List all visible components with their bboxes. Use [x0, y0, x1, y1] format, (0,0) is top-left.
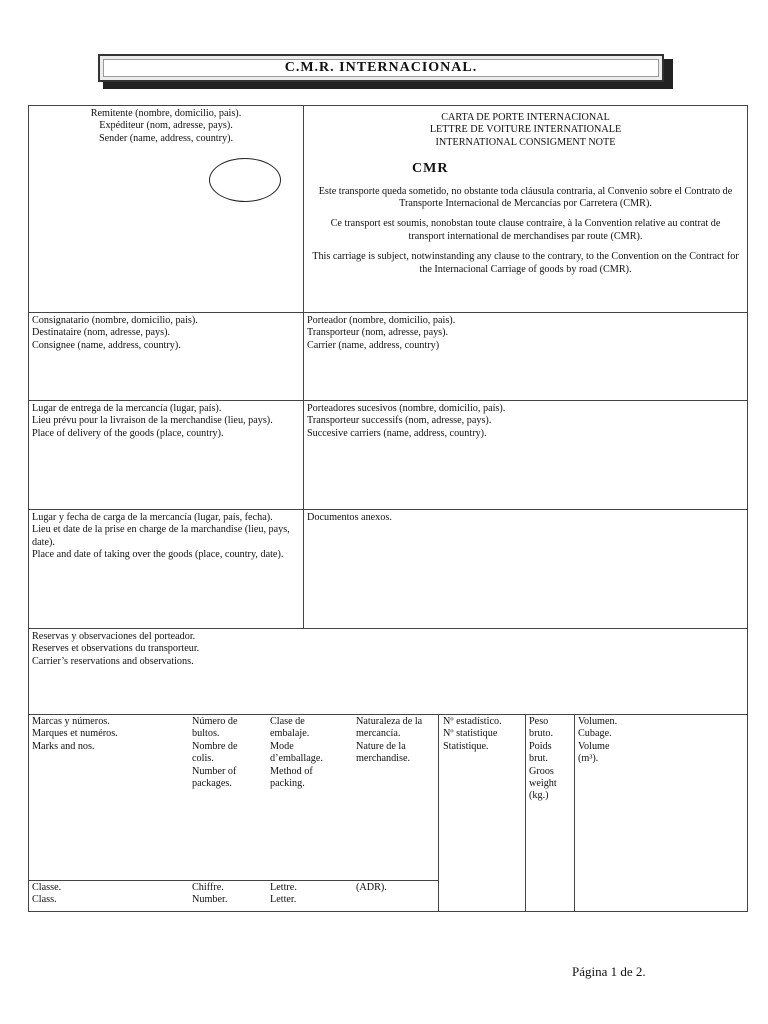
label-line: Peso	[529, 716, 549, 727]
label-line: Number.	[192, 894, 228, 906]
adr-label: (ADR).	[356, 882, 387, 893]
label-line: Groos	[529, 765, 554, 777]
header-lines	[312, 112, 739, 149]
label-line: Remitente (nombre, domicilio, pais).	[90, 108, 242, 119]
class-row-divider	[29, 880, 438, 881]
label-line: Documentos anexos.	[307, 512, 392, 523]
taking-over-box[interactable]	[28, 509, 304, 629]
label-line: Chiffre.	[192, 882, 224, 893]
label-line: Method of	[270, 765, 313, 777]
label-line: brut.	[529, 753, 548, 765]
label-line: Marcas y números.	[32, 716, 110, 727]
carrier-labels	[307, 315, 744, 352]
label-line: Volume	[578, 740, 610, 752]
label-line: Nature de la	[356, 740, 406, 752]
label-line: embalaje.	[270, 728, 310, 740]
page-number: Página 1 de 2.	[572, 964, 646, 979]
label-line: Clase de	[270, 716, 305, 727]
cmr-label: CMR	[412, 161, 449, 177]
label-line: Nº statistique	[443, 728, 498, 740]
label-line: Naturaleza de la	[356, 716, 423, 727]
class-label	[32, 882, 182, 907]
goods-table	[28, 714, 748, 912]
label-line: Lettre.	[270, 882, 297, 893]
label-line: Marks and nos.	[32, 740, 95, 752]
consignee-box[interactable]	[28, 312, 304, 401]
label-line: bultos.	[192, 728, 220, 740]
label-line: Nº estadístico.	[443, 716, 502, 727]
para-french: Ce transport est soumis, nonobstan toute clause contraire, à la Convention relative au contrat de transport international de merchandises par route (CMR).	[330, 218, 721, 242]
packing-column-header	[270, 716, 350, 790]
document-title: C.M.R. INTERNACIONAL.	[103, 59, 659, 77]
marks-column-header	[32, 716, 182, 753]
carrier-box[interactable]	[303, 312, 748, 401]
label-line: Reserves et observations du transporteur.	[32, 643, 200, 655]
sender-box[interactable]	[28, 105, 304, 313]
label-line: Letter.	[270, 894, 297, 906]
sender-labels	[32, 108, 300, 145]
title-frame	[98, 54, 664, 82]
label-line: (m³).	[578, 753, 599, 765]
label-line: Porteador (nombre, domicilio, pais).	[307, 315, 456, 326]
label-line: Marques et numéros.	[32, 728, 118, 740]
label-line: Porteadores sucesivos (nombre, domicilio, país).	[307, 403, 506, 414]
label-line: Class.	[32, 894, 57, 906]
taking-over-labels	[32, 512, 300, 562]
label-line: Destinataire (nom, adresse, pays).	[32, 327, 171, 339]
label-line: Carrier’s reservations and observations.	[32, 655, 194, 667]
label-line: merchandise.	[356, 753, 411, 765]
divider-weight	[525, 715, 526, 912]
statistic-column-header	[443, 716, 528, 753]
stamp-oval	[209, 158, 281, 202]
label-line: (kg.)	[529, 790, 549, 802]
label-line: Lugar y fecha de carga de la mercancía (lugar, país, fecha).	[32, 512, 273, 523]
label-line: Number of	[192, 765, 237, 777]
weight-column-header	[529, 716, 573, 803]
label-line: Succesive carriers (name, address, country).	[307, 427, 487, 439]
label-line: Reservas y observaciones del porteador.	[32, 631, 196, 642]
para-english: This carriage is subject, notwinstanding any clause to the contrary, to the Convention on the Contract for the Internacional Carriage of goods by road (CMR).	[312, 251, 739, 275]
reservations-labels	[32, 631, 744, 668]
number-label	[192, 882, 264, 907]
label-line: Consignee (name, address, country).	[32, 339, 181, 351]
letter-label	[270, 882, 350, 907]
volume-column-header	[578, 716, 648, 766]
label-line: Lugar de entrega de la mercancía (lugar, país).	[32, 403, 222, 414]
packages-column-header	[192, 716, 264, 790]
label-line: Classe.	[32, 882, 62, 893]
reservations-box[interactable]	[28, 628, 748, 715]
label-line: Poids	[529, 740, 552, 752]
label-line: bruto.	[529, 728, 554, 740]
divider-statistic	[438, 715, 439, 912]
nature-column-header	[356, 716, 441, 766]
label-line: mercancía.	[356, 728, 401, 740]
label-line: Transporteur (nom, adresse, pays).	[307, 327, 449, 339]
label-line: Place and date of taking over the goods (place, country, date).	[32, 549, 284, 561]
label-line: Mode	[270, 740, 294, 752]
label-line: Sender (name, address, country).	[98, 132, 234, 144]
successive-labels	[307, 403, 744, 440]
label-line: Transporteur successifs (nom, adresse, pays).	[307, 415, 492, 427]
label-line: d’emballage.	[270, 753, 323, 765]
label-line: Place of delivery of the goods (place, country).	[32, 427, 224, 439]
label-line: Consignatario (nombre, domicilio, pais).	[32, 315, 198, 326]
cmr-form	[28, 105, 748, 912]
label-line: Statistique.	[443, 740, 489, 752]
label-line: packing.	[270, 778, 305, 790]
successive-carriers-box[interactable]	[303, 400, 748, 510]
label-line: Expéditeur (nom, adresse, pays).	[99, 120, 233, 132]
para-spanish: Este transporte queda sometido, no obstante toda cláusula contraria, al Convenio sobre el Contrato de Transporte Internacional de Mercancías por Carretera (CMR).	[318, 185, 733, 210]
delivery-labels	[32, 403, 300, 440]
label-line: LETTRE DE VOITURE INTERNATIONALE	[429, 124, 622, 136]
label-line: INTERNATIONAL CONSIGMENT NOTE	[435, 136, 616, 148]
label-line: Lieu prévu pour la livraison de la merchandise (lieu, pays).	[32, 415, 273, 427]
label-line: Cubage.	[578, 728, 612, 740]
delivery-place-box[interactable]	[28, 400, 304, 510]
label-line: Nombre de	[192, 740, 238, 752]
label-line: colis.	[192, 753, 214, 765]
documents-box[interactable]	[303, 509, 748, 629]
divider-volume	[574, 715, 575, 912]
documents-labels	[307, 512, 744, 524]
label-line: CARTA DE PORTE INTERNACIONAL	[441, 112, 610, 123]
label-line: Carrier (name, address, country)	[307, 339, 440, 351]
header-box	[303, 105, 748, 313]
label-line: weight	[529, 778, 557, 790]
consignee-labels	[32, 315, 300, 352]
label-line: Volumen.	[578, 716, 618, 727]
label-line: Número de	[192, 716, 238, 727]
label-line: packages.	[192, 778, 232, 790]
label-line: Lieu et date de la prise en charge de la marchandise (lieu, pays, date).	[32, 524, 293, 548]
